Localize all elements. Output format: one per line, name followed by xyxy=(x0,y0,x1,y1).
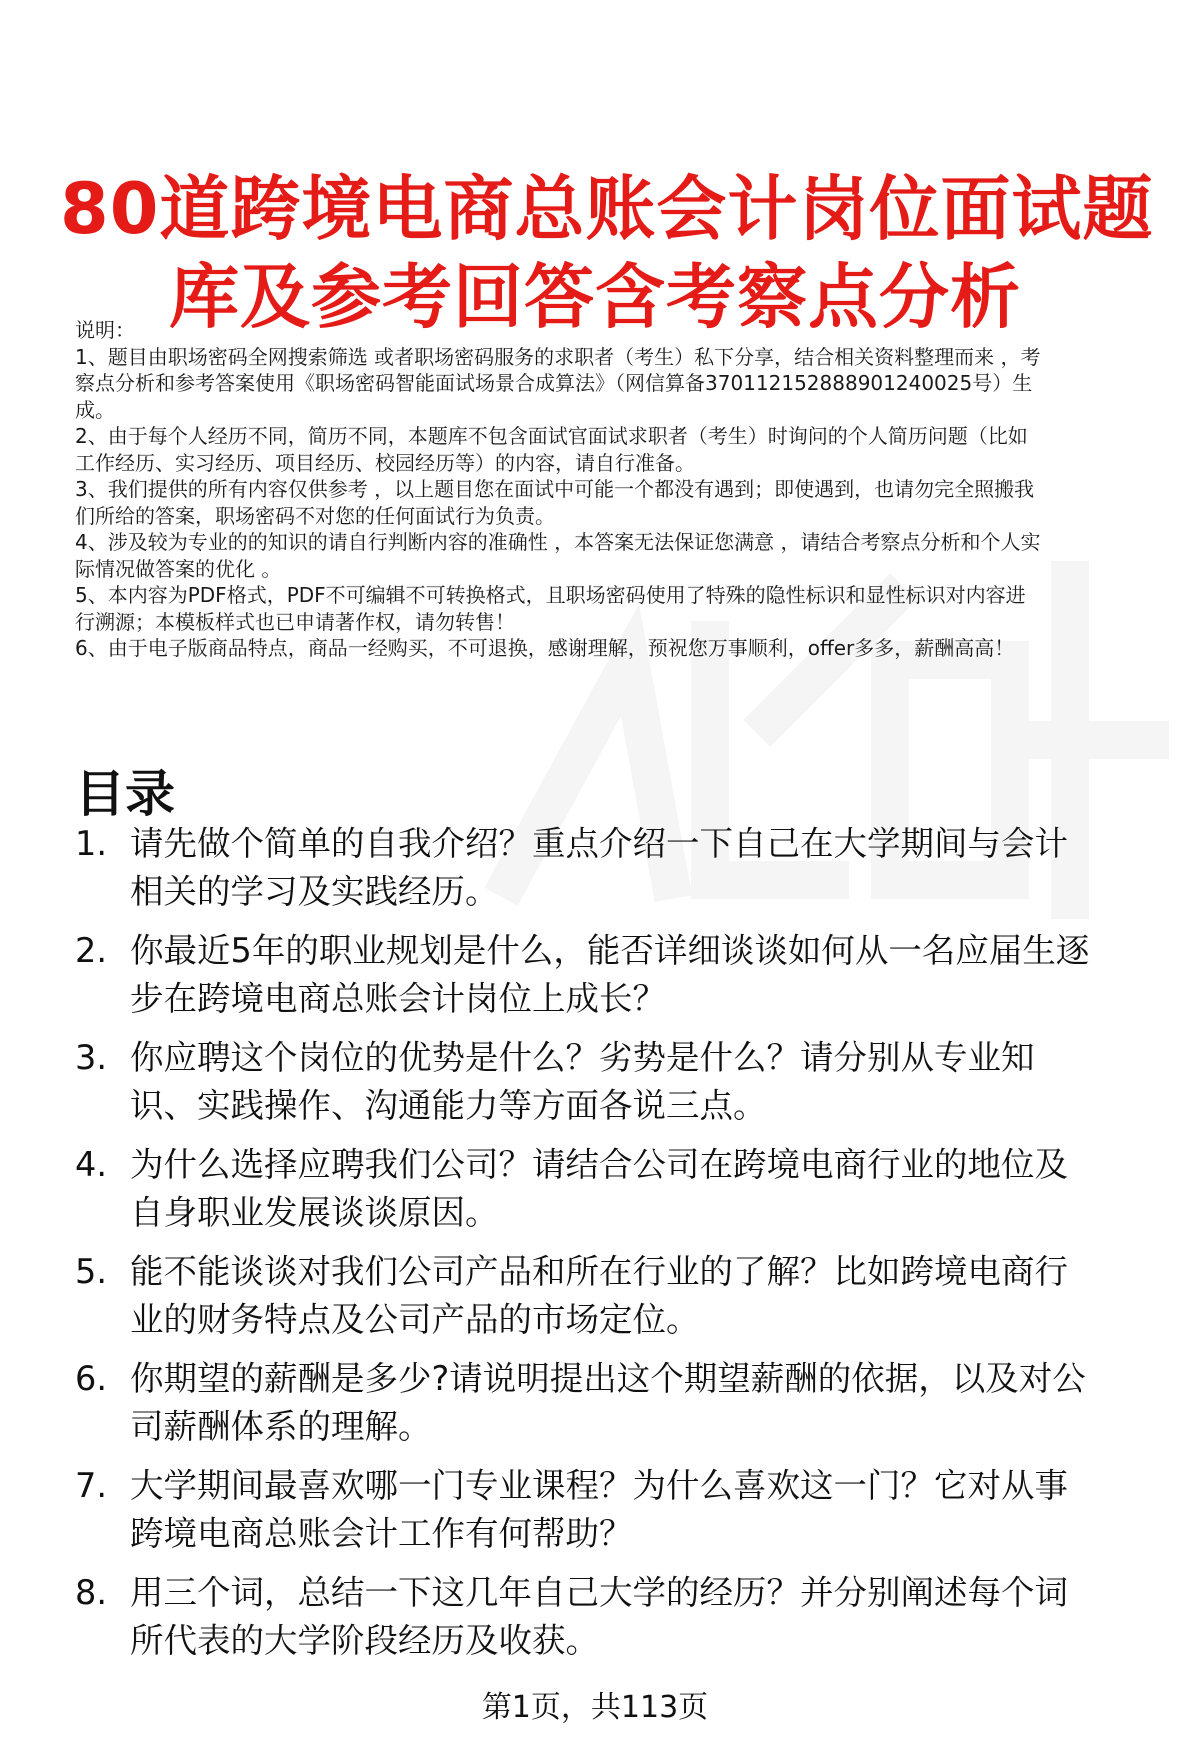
question-item-1 xyxy=(75,820,1170,916)
note-line: 6、由于电子版商品特点，商品一经购买，不可退换，感谢理解，预祝您万事顺利，offer多多，薪酬高高！ xyxy=(75,636,1015,660)
question-item-3 xyxy=(75,1034,1170,1130)
note-line: 们所给的答案，职场密码不对您的任何面试行为负责。 xyxy=(75,503,555,528)
title-line-2: 库及参考回答含考察点分析 xyxy=(169,255,1021,338)
question-number: 6. xyxy=(75,1359,107,1398)
question-number: 5. xyxy=(75,1252,107,1291)
question-line: 能不能谈谈对我们公司产品和所在行业的了解？比如跨境电商行 xyxy=(130,1252,1068,1291)
question-item-2 xyxy=(75,927,1170,1023)
question-number: 7. xyxy=(75,1466,107,1505)
question-number: 3. xyxy=(75,1038,107,1077)
document-title xyxy=(60,165,1154,341)
note-line: 3、我们提供的所有内容仅供参考 ，以上题目您在面试中可能一个都没有遇到；即使遇到，也请勿完全照搬我 xyxy=(75,477,1035,501)
question-line: 大学期间最喜欢哪一门专业课程？为什么喜欢这一门？它对从事 xyxy=(130,1466,1068,1505)
question-line: 司薪酬体系的理解。 xyxy=(130,1407,432,1446)
note-line: 1、题目由职场密码全网搜索筛选 或者职场密码服务的求职者（考生）私下分享，结合相关资料整理而来 ，考 xyxy=(75,344,1041,369)
note-line: 行溯源；本模板样式也已申请著作权，请勿转售！ xyxy=(75,609,515,634)
question-line: 识、实践操作、沟通能力等方面各说三点。 xyxy=(130,1086,767,1125)
question-line: 自身职业发展谈谈原因。 xyxy=(130,1193,499,1232)
toc-heading: 目录 xyxy=(75,764,175,823)
question-number: 1. xyxy=(75,824,107,863)
question-line: 你最近5年的职业规划是什么，能否详细谈谈如何从一名应届生逐 xyxy=(130,931,1090,970)
question-number: 2. xyxy=(75,931,107,970)
question-text xyxy=(130,1569,1170,1665)
title-line-1: 80道跨境电商总账会计岗位面试题 xyxy=(60,167,1154,250)
question-number: 4. xyxy=(75,1145,107,1184)
question-line: 跨境电商总账会计工作有何帮助？ xyxy=(130,1514,633,1553)
question-item-5 xyxy=(75,1248,1170,1344)
question-line: 你期望的薪酬是多少?请说明提出这个期望薪酬的依据，以及对公 xyxy=(130,1359,1086,1398)
question-text xyxy=(130,1141,1170,1237)
question-number: 8. xyxy=(75,1573,107,1612)
question-item-7 xyxy=(75,1462,1170,1558)
question-line: 为什么选择应聘我们公司？请结合公司在跨境电商行业的地位及 xyxy=(130,1145,1068,1184)
question-text xyxy=(130,1355,1170,1451)
question-text xyxy=(130,1248,1170,1344)
question-text xyxy=(130,1462,1170,1558)
question-list xyxy=(75,820,1170,1665)
page-footer: 第1页，共113页 xyxy=(481,1690,709,1725)
question-line: 你应聘这个岗位的优势是什么？劣势是什么？请分别从专业知 xyxy=(130,1038,1035,1077)
question-line: 请先做个简单的自我介绍？重点介绍一下自己在大学期间与会计 xyxy=(130,824,1068,863)
question-line: 业的财务特点及公司产品的市场定位。 xyxy=(130,1300,700,1339)
question-text xyxy=(130,1034,1170,1130)
note-line: 成。 xyxy=(75,397,115,422)
question-line: 步在跨境电商总账会计岗位上成长？ xyxy=(130,979,666,1018)
question-line: 相关的学习及实践经历。 xyxy=(130,872,499,911)
note-line: 4、涉及较为专业的的知识的请自行判断内容的准确性 ，本答案无法保证您满意 ，请结合考察点分析和个人实 xyxy=(75,530,1041,554)
note-line: 工作经历、实习经历、项目经历、校园经历等）的内容，请自行准备。 xyxy=(75,450,695,475)
notes-heading: 说明： xyxy=(75,318,135,342)
question-item-6 xyxy=(75,1355,1170,1451)
question-line: 用三个词，总结一下这几年自己大学的经历？并分别阐述每个词 xyxy=(130,1573,1068,1612)
note-line: 察点分析和参考答案使用《职场密码智能面试场景合成算法》（网信算备370112152888901240025号）生 xyxy=(75,371,1033,395)
note-line: 际情况做答案的优化 。 xyxy=(75,556,282,581)
question-text xyxy=(130,927,1170,1023)
question-text xyxy=(130,820,1170,916)
note-line: 5、本内容为PDF格式，PDF不可编辑不可转换格式，且职场密码使用了特殊的隐性标识和显性标识对内容进 xyxy=(75,583,1026,607)
notes-section xyxy=(75,317,1165,662)
note-line: 2、由于每个人经历不同，简历不同，本题库不包含面试官面试求职者（考生）时询问的个人简历问题（比如 xyxy=(75,424,1028,448)
question-item-4 xyxy=(75,1141,1170,1237)
question-item-8 xyxy=(75,1569,1170,1665)
question-line: 所代表的大学阶段经历及收获。 xyxy=(130,1621,599,1660)
